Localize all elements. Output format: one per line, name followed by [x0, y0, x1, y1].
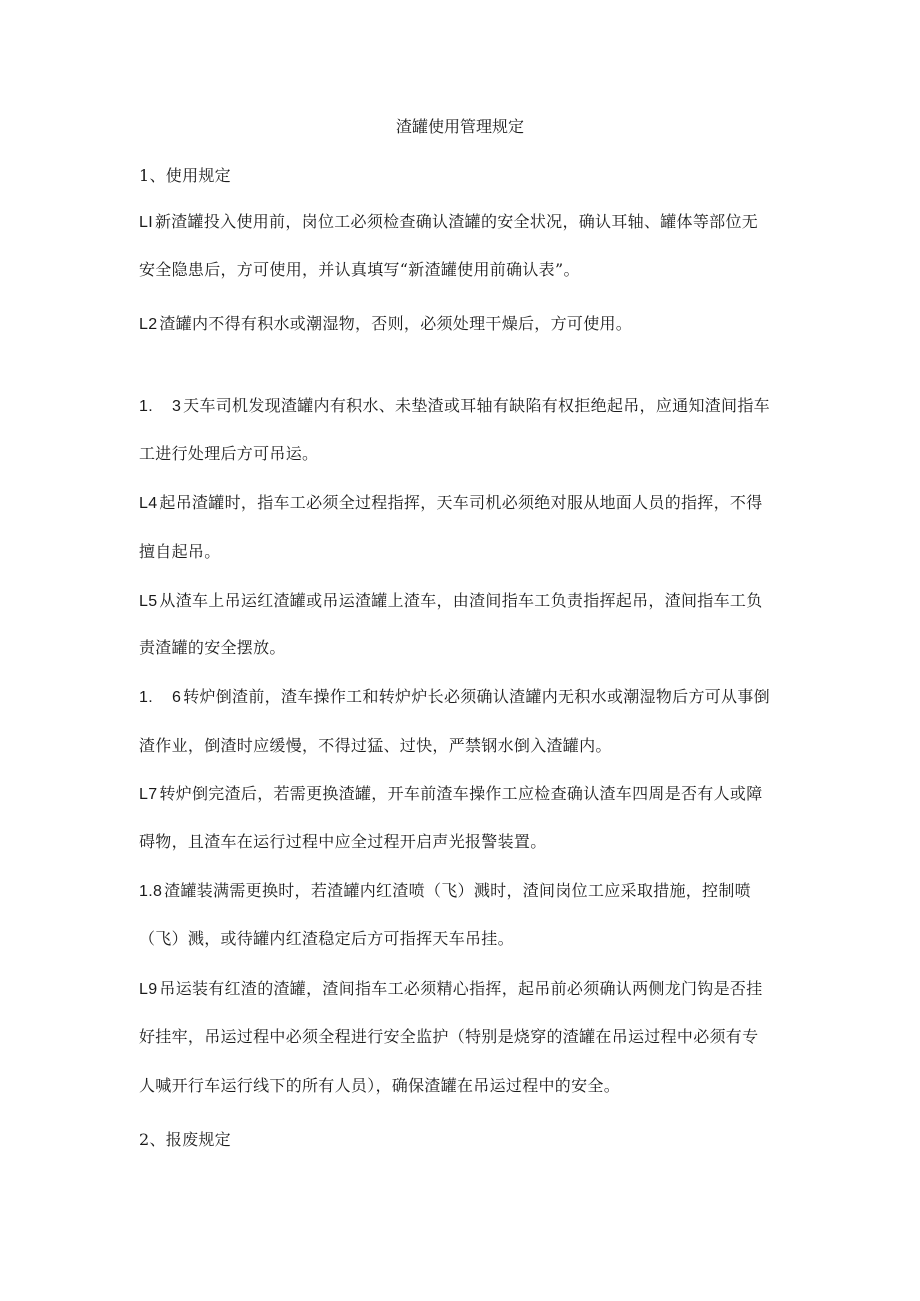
paragraph-1-1-text-1: 新渣罐投入使用前，岗位工必须检查确认渣罐的安全状况，确认耳轴、罐体等部位无	[154, 212, 759, 231]
paragraph-1-5-number: L5	[139, 593, 158, 610]
paragraph-1-2-text-1: 渣罐内不得有积水或潮湿物，否则，必须处理干燥后，方可使用。	[159, 314, 633, 333]
section-1-heading: 1、使用规定	[139, 166, 231, 185]
paragraph-1-4-line-1	[139, 492, 789, 515]
paragraph-1-9-line-2: 好挂牢，吊运过程中必须全程进行安全监护（特别是烧穿的渣罐在吊运过程中必须有专	[139, 1027, 759, 1046]
paragraph-1-4-line-2: 擅自起吊。	[139, 542, 221, 561]
paragraph-1-7-line-1	[139, 783, 789, 806]
section-2-heading: 2、报废规定	[139, 1130, 231, 1149]
paragraph-1-2-number: L2	[139, 316, 158, 333]
paragraph-1-3-number-a: 1.	[139, 398, 153, 415]
paragraph-1-7-line-2: 碍物，且渣车在运行过程中应全过程开启声光报警装置。	[139, 832, 547, 851]
paragraph-1-1-line-2: 安全隐患后，方可使用，并认真填写“新渣罐使用前确认表”。	[139, 260, 580, 279]
paragraph-1-6-line-2: 渣作业，倒渣时应缓慢，不得过猛、过快，严禁钢水倒入渣罐内。	[139, 736, 612, 755]
paragraph-1-8-line-2: （飞）溅，或待罐内红渣稳定后方可指挥天车吊挂。	[139, 929, 514, 948]
paragraph-1-7-number: L7	[139, 786, 158, 803]
paragraph-1-3-text-1: 天车司机发现渣罐内有积水、未垫渣或耳轴有缺陷有权拒绝起吊，应通知渣间指车	[183, 396, 770, 415]
paragraph-1-3-line-1	[139, 395, 789, 418]
paragraph-1-1-number: LI	[139, 214, 153, 231]
paragraph-1-6-text-1: 转炉倒渣前，渣车操作工和转炉炉长必须确认渣罐内无积水或潮湿物后方可从事倒	[183, 687, 770, 706]
paragraph-1-3-line-2: 工进行处理后方可吊运。	[139, 444, 319, 463]
paragraph-1-6-number-b: 6	[171, 689, 182, 706]
paragraph-1-1-line-1	[139, 211, 789, 234]
paragraph-1-3-number-b: 3	[171, 398, 182, 415]
paragraph-1-4-text-1: 起吊渣罐时，指车工必须全过程指挥，天车司机必须绝对服从地面人员的指挥，不得	[159, 493, 763, 512]
paragraph-1-9-line-3: 人喊开行车运行线下的所有人员），确保渣罐在吊运过程中的安全。	[139, 1076, 621, 1095]
paragraph-1-5-text-1: 从渣车上吊运红渣罐或吊运渣罐上渣车，由渣间指车工负责指挥起吊，渣间指车工负	[159, 591, 763, 610]
paragraph-1-5-line-1	[139, 590, 789, 613]
paragraph-1-9-text-1: 吊运装有红渣的渣罐，渣间指车工必须精心指挥，起吊前必须确认两侧龙门钩是否挂	[159, 979, 763, 998]
document-title: 渣罐使用管理规定	[395, 117, 524, 136]
paragraph-1-9-number: L9	[139, 981, 158, 998]
paragraph-1-6-number-a: 1.	[139, 689, 153, 706]
paragraph-1-8-line-1	[139, 880, 789, 903]
paragraph-1-4-number: L4	[139, 495, 158, 512]
paragraph-1-7-text-1: 转炉倒完渣后，若需更换渣罐，开车前渣车操作工应检查确认渣车四周是否有人或障	[159, 784, 763, 803]
paragraph-1-6-line-1	[139, 686, 789, 709]
paragraph-1-5-line-2: 责渣罐的安全摆放。	[139, 638, 286, 657]
paragraph-1-9-line-1	[139, 978, 789, 1001]
paragraph-1-8-text-1: 渣罐装满需更换时，若渣罐内红渣喷（飞）溅时，渣间岗位工应采取措施，控制喷	[164, 881, 751, 900]
paragraph-1-8-number: 1.8	[139, 883, 163, 900]
paragraph-1-2-line-1	[139, 313, 789, 336]
